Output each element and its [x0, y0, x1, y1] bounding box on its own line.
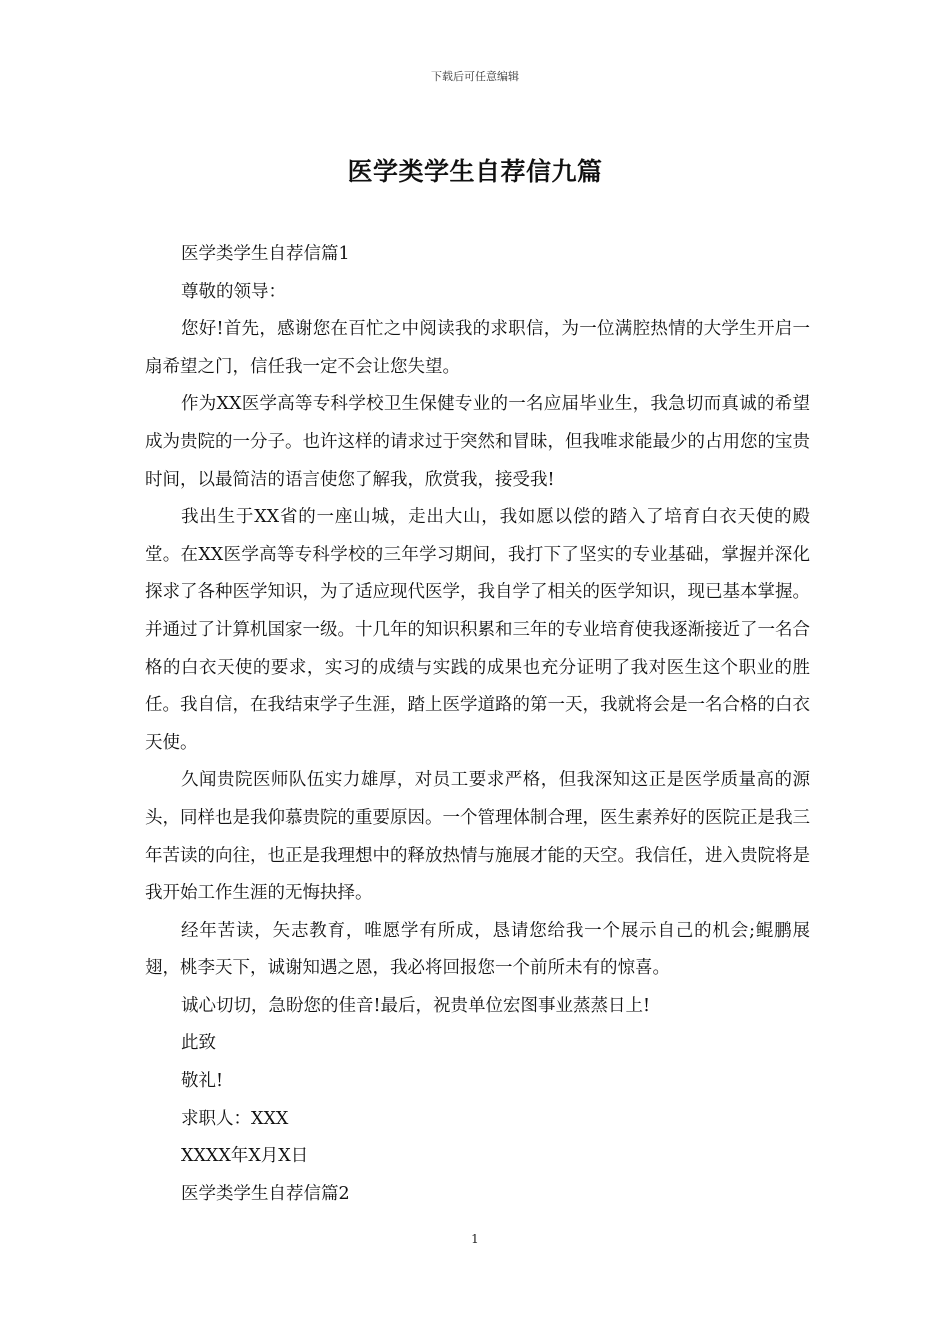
page-number: 1: [471, 1232, 479, 1246]
document-title: 医学类学生自荐信九篇: [347, 157, 603, 186]
body-paragraph: 作为XX医学高等专科学校卫生保健专业的一名应届毕业生，我急切而真诚的希望成为贵院的一分子。也许这样的请求过于突然和冒昧，但我唯求能最少的占用您的宝贵时间，以最简洁的语言使您了解我，欣赏我，接受我!: [145, 394, 810, 490]
body-paragraph: 经年苦读，矢志教育，唯愿学有所成，恳请您给我一个展示自己的机会;鲲鹏展翅，桃李天下，诚谢知遇之恩，我必将回报您一个前所未有的惊喜。: [145, 920, 810, 979]
date-line: XXXX年X月X日: [181, 1146, 309, 1167]
body-paragraph: 久闻贵院医师队伍实力雄厚，对员工要求严格，但我深知这正是医学质量高的源头，同样也是我仰慕贵院的重要原因。一个管理体制合理，医生素养好的医院正是我三年苦读的向往，也正是我理想中的释放热情与施展才能的天空。我信任，进入贵院将是我开始工作生涯的无悔抉择。: [145, 770, 810, 904]
section-heading-2: 医学类学生自荐信篇2: [181, 1183, 350, 1204]
closing-line: 此致: [181, 1033, 216, 1054]
salutation: 尊敬的领导：: [181, 281, 286, 302]
body-paragraph: 诚心切切，急盼您的佳音!最后，祝贵单位宏图事业蒸蒸日上!: [181, 995, 651, 1016]
document-body: [145, 236, 810, 1213]
body-paragraph: 我出生于XX省的一座山城，走出大山，我如愿以偿的踏入了培育白衣天使的殿堂。在XX医学高等专科学校的三年学习期间，我打下了坚实的专业基础，掌握并深化探求了各种医学知识，为了适应现代医学，我自学了相关的医学知识，现已基本掌握。并通过了计算机国家一级。十几年的知识积累和三年的专业培育使我逐渐接近了一名合格的白衣天使的要求，实习的成绩与实践的成果也充分证明了我对医生这个职业的胜任。我自信，在我结束学子生涯，踏上医学道路的第一天，我就将会是一名合格的白衣天使。: [145, 507, 810, 753]
closing-regards: 敬礼!: [181, 1071, 224, 1092]
page-header-note: 下载后可任意编辑: [431, 70, 519, 83]
signature-line: 求职人：XXX: [181, 1108, 289, 1129]
section-heading-1: 医学类学生自荐信篇1: [181, 244, 350, 264]
body-paragraph: 您好!首先，感谢您在百忙之中阅读我的求职信，为一位满腔热情的大学生开启一扇希望之门，信任我一定不会让您失望。: [145, 319, 810, 377]
